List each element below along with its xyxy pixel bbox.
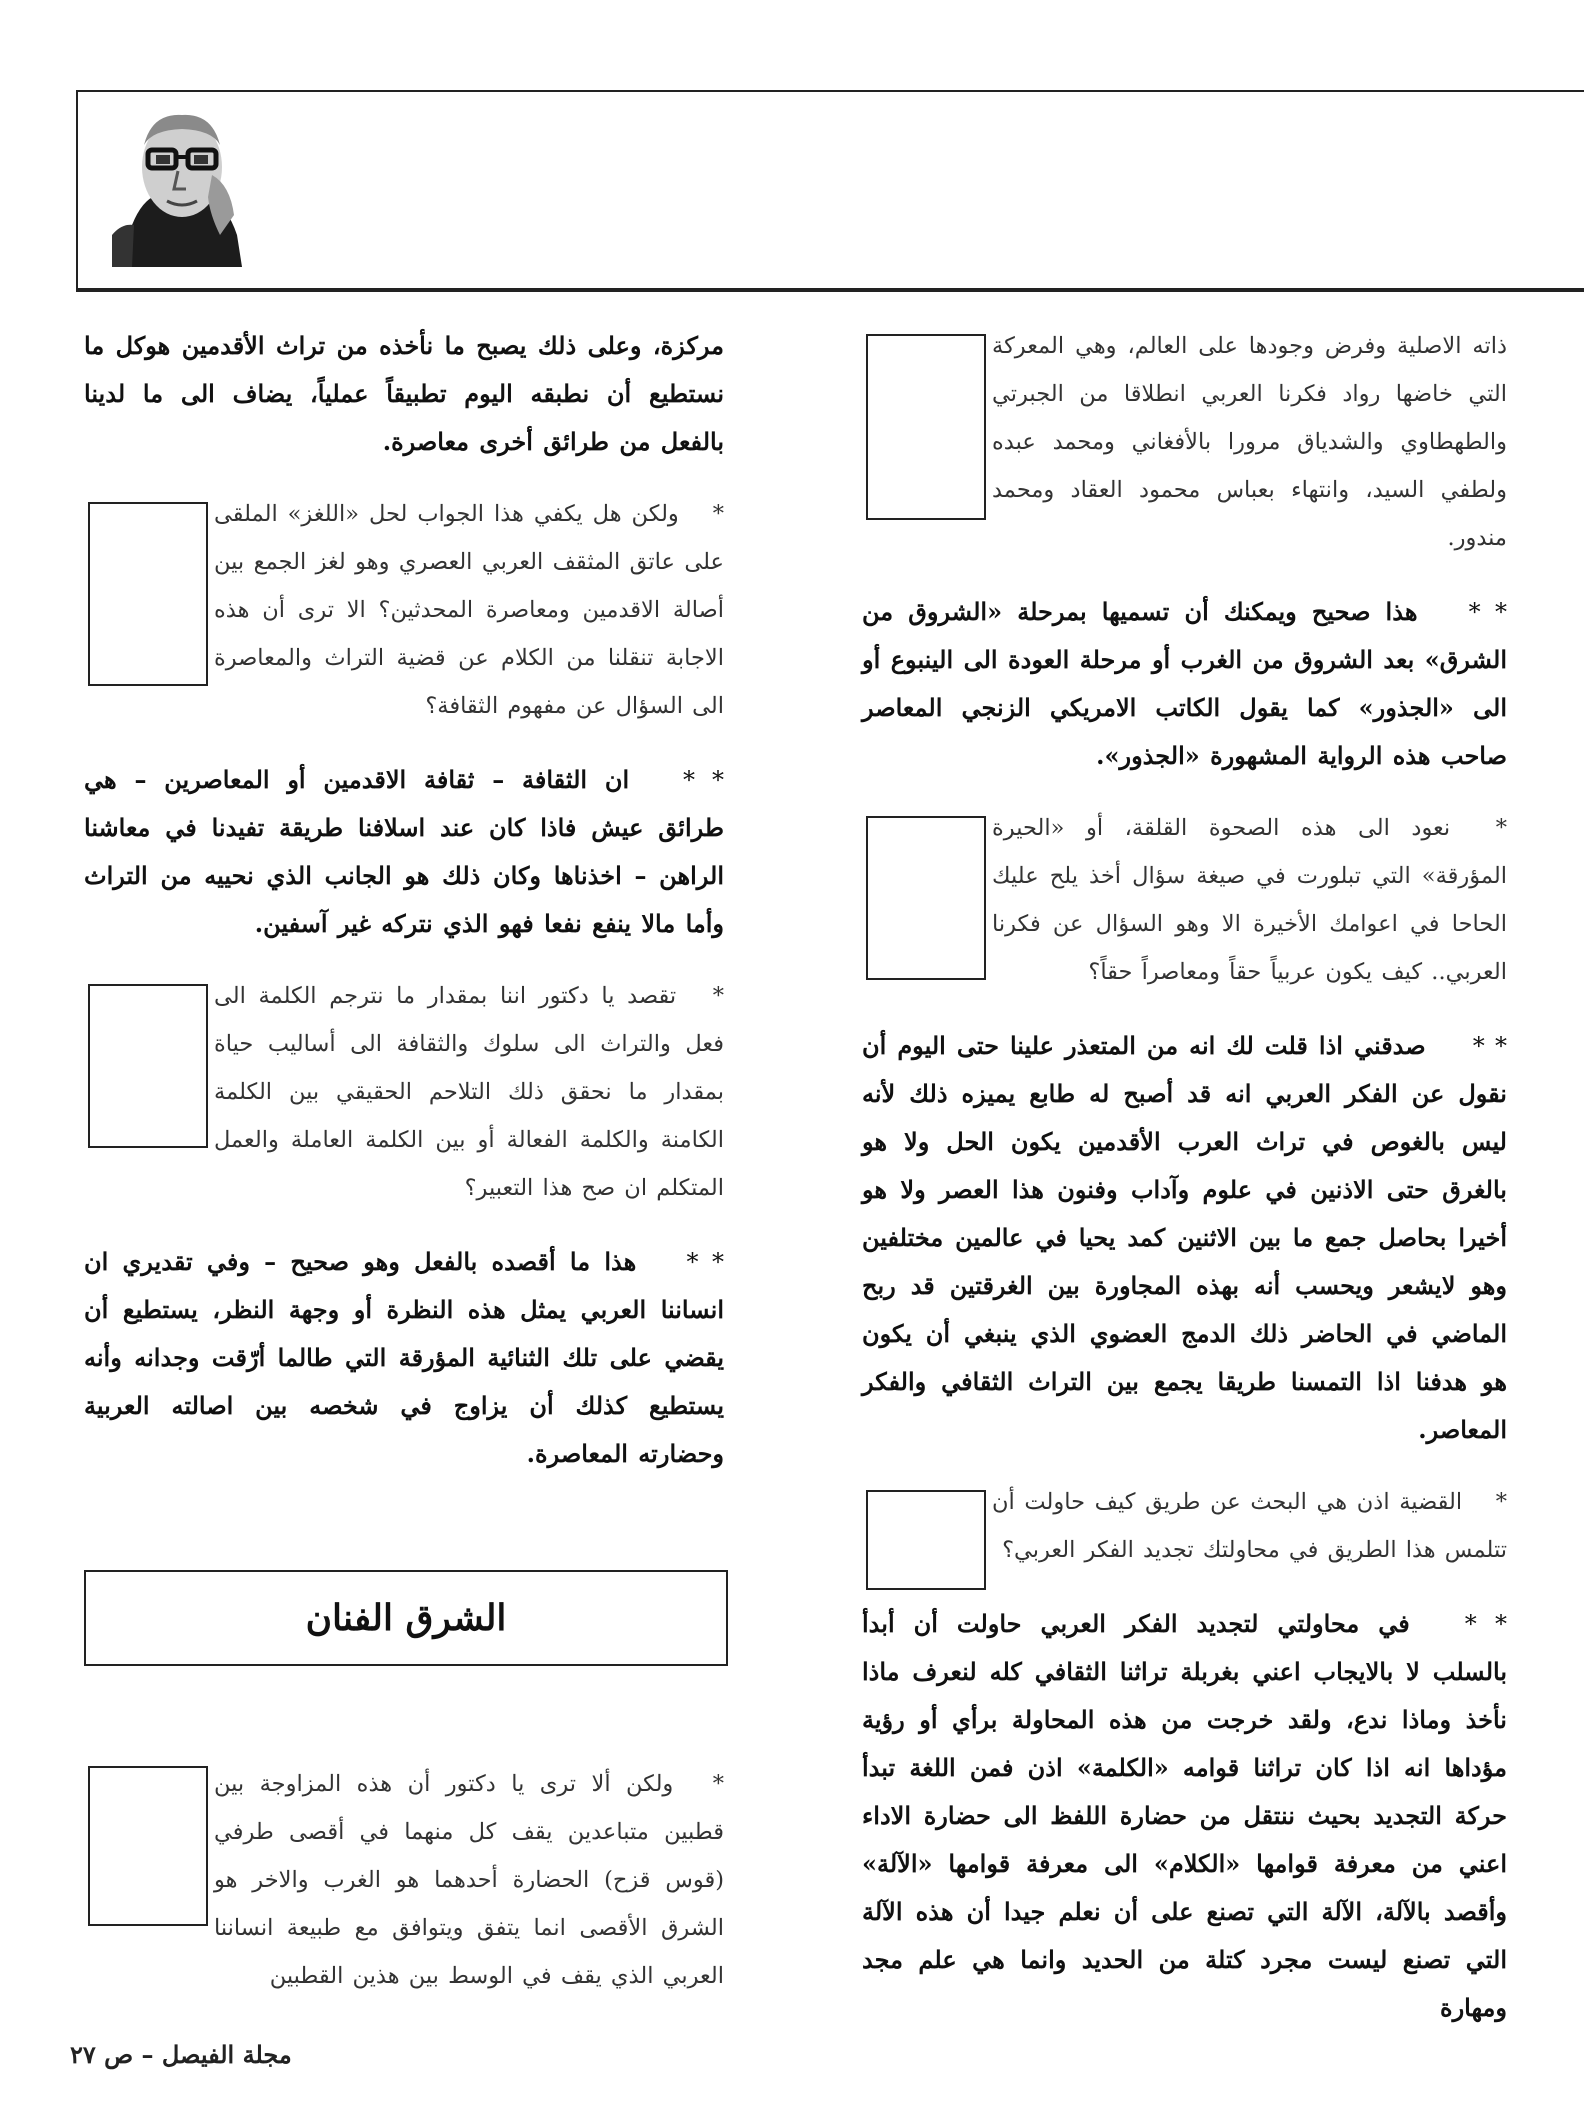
placeholder-box: [88, 984, 208, 1148]
question-1: [84, 490, 724, 730]
question-marker: *: [712, 983, 724, 1009]
question-text: القضية اذن هي البحث عن طريق كيف حاولت أن تتلمس هذا الطريق في محاولتك تجديد الفكر العربي؟: [992, 1489, 1507, 1563]
answer-text: ان الثقافة – ثقافة الاقدمين أو المعاصرين – هي طرائق عيش فاذا كان عند اسلافنا طريقة تفيدنا في معاشنا الراهن – اخذناها وكان ذلك هو الجانب الذي نحييه من التراث وأما مالا ينفع نفعا فهو الذي نتركه غير آسفين.: [84, 765, 725, 938]
question-text: نعود الى هذه الصحوة القلقة، أو «الحيرة المؤرقة» التي تبلورت في صيغة سؤال أخذ يلح عليك الحاحا في اعوامك الأخيرة الا وهو السؤال عن فكرنا العربي.. كيف يكون عربياً حقاً ومعاصراً حقاً؟: [992, 815, 1507, 985]
answer-1: [862, 588, 1507, 780]
question-2: [84, 972, 724, 1212]
answer-text: مركزة، وعلى ذلك يصبح ما نأخذه من تراث الأقدمين هوكل ما نستطيع أن نطبقه اليوم تطبيقاً عملياً، يضاف الى ما لدينا بالفعل من طرائق أخرى معاصرة.: [84, 331, 724, 456]
answer-text: هذا ما أقصده بالفعل وهو صحيح – وفي تقديري ان انساننا العربي يمثل هذه النظرة أو وجهة النظر، يستطيع أن يقضي على تلك الثنائية المؤرقة التي طالما أرّقت وجدانه وأنه يستطيع كذلك أن يزاوج في شخصه بين اصالته العربية وحضارته المعاصرة.: [84, 1247, 724, 1468]
right-paragraph-1: [862, 322, 1507, 562]
answer-text: هذا صحيح ويمكنك أن تسميها بمرحلة «الشروق من الشرق» بعد الشروق من الغرب أو مرحلة العودة الى الينبوع أو الى «الجذور» كما يقول الكاتب الامريكي الزنجي المعاصر صاحب هذه الرواية المشهورة «الجذور».: [862, 597, 1507, 770]
page-footer: [70, 2040, 292, 2069]
answer-text: في محاولتي لتجديد الفكر العربي حاولت أن أبدأ بالسلب لا بالايجاب اعني بغربلة تراثنا الثقافي كله لنعرف ماذا نأخذ وماذا ندع، ولقد خرجت من هذه المحاولة برأي أو رؤية مؤداها انه اذا كان تراثنا قوامه «الكلمة» اذن فمن اللغة تبدأ حركة التجديد بحيث ننتقل من حضارة اللفظ الى حضارة الاداء اعني من معرفة قوامها «الكلام» الى معرفة قوامها «الآلة» وأقصد بالآلة، الآلة التي تصنع على أن نعلم جيدا أن هذه الآلة التي تصنع ليست مجرد كتلة من الحديد وانما هي علم مجد ومهارة: [862, 1609, 1507, 2022]
left-column: [84, 322, 724, 1502]
answer-2: [84, 1238, 724, 1478]
placeholder-box: [88, 1766, 208, 1926]
question-marker: *: [712, 501, 725, 527]
continued-answer: [84, 322, 724, 466]
section-title: الشرق الفنان: [305, 1597, 507, 1639]
question-marker: *: [1495, 1489, 1508, 1515]
question-marker: *: [1495, 815, 1508, 841]
question-marker: *: [712, 1771, 724, 1797]
answer-1: [84, 756, 724, 948]
question-text: ولكن ألا ترى يا دكتور أن هذه المزاوجة بين قطبين متباعدين يقف كل منهما في أقصى طرفي (قوس قزح) الحضارة أحدهما هو الغرب والاخر هو الشرق الأقصى انما يتفق ويتوافق مع طبيعة انساننا العربي الذي يقف في الوسط بين هذين القطبين: [214, 1771, 724, 1989]
answer-marker: * *: [1472, 1032, 1507, 1060]
answer-marker: * *: [686, 1248, 724, 1276]
answer-marker: * *: [682, 766, 725, 794]
section-heading: [84, 1570, 728, 1666]
question-3: [862, 1478, 1507, 1574]
answer-marker: * *: [1468, 598, 1507, 626]
answer-3: [862, 1600, 1507, 2032]
header-rule: [76, 288, 1584, 290]
question-text: تقصد يا دكتور اننا بمقدار ما نترجم الكلمة الى فعل والتراث الى سلوك والثقافة الى أساليب حياة بمقدار ما نحقق ذلك التلاحم الحقيقي بين الكلمة الكامنة والكلمة الفعالة أو بين الكلمة العاملة والعمل المتكلم ان صح هذا التعبير؟: [214, 983, 724, 1201]
question-text: ولكن هل يكفي هذا الجواب لحل «اللغز» الملقى على عاتق المثقف العربي العصري وهو لغز الجمع بين أصالة الاقدمين ومعاصرة المحدثين؟ الا ترى أن هذه الاجابة تنقلنا من الكلام عن قضية التراث والمعاصرة الى السؤال عن مفهوم الثقافة؟: [214, 501, 724, 719]
placeholder-box: [866, 334, 986, 520]
right-column: [862, 322, 1507, 2056]
header-frame: [76, 90, 1584, 292]
answer-marker: * *: [1464, 1610, 1507, 1638]
paragraph-text: ذاته الاصلية وفرض وجودها على العالم، وهي المعركة التي خاضها رواد فكرنا العربي انطلاقا من الجبرتي والطهطاوي والشدياق مرورا بالأفغاني ومحمد عبده ولطفي السيد، وانتهاء بعباس محمود العقاد ومحمد مندور.: [992, 333, 1507, 551]
answer-text: صدقني اذا قلت لك انه من المتعذر علينا حتى اليوم أن نقول عن الفكر العربي انه قد أصبح له طابع يميزه ذلك لأنه ليس بالغوص في تراث العرب الأقدمين يكون الحل ولا هو بالغرق حتى الاذنين في علوم وآداب وفنون هذا العصر ولا هو أخيرا بحاصل جمع ما بين الاثنين كمد يحيا في عالمين مختلفين وهو لايشعر ويحسب أنه بهذه المجاورة بين الغرقتين قد ربح الماضي في الحاضر ذلك الدمج العضوي الذي ينبغي أن يكون هو هدفنا اذا التمسنا طريقا يجمع بين التراث الثقافي والفكر المعاصر.: [862, 1031, 1507, 1444]
left-column-lower: [84, 1760, 724, 2026]
placeholder-box: [866, 816, 986, 980]
question-3: [84, 1760, 724, 2000]
answer-2: [862, 1022, 1507, 1454]
placeholder-box: [88, 502, 208, 686]
footer-text: مجلة الفيصل – ص ٢٧: [70, 2040, 292, 2069]
question-2: [862, 804, 1507, 996]
author-portrait: [112, 105, 252, 267]
placeholder-box: [866, 1490, 986, 1590]
